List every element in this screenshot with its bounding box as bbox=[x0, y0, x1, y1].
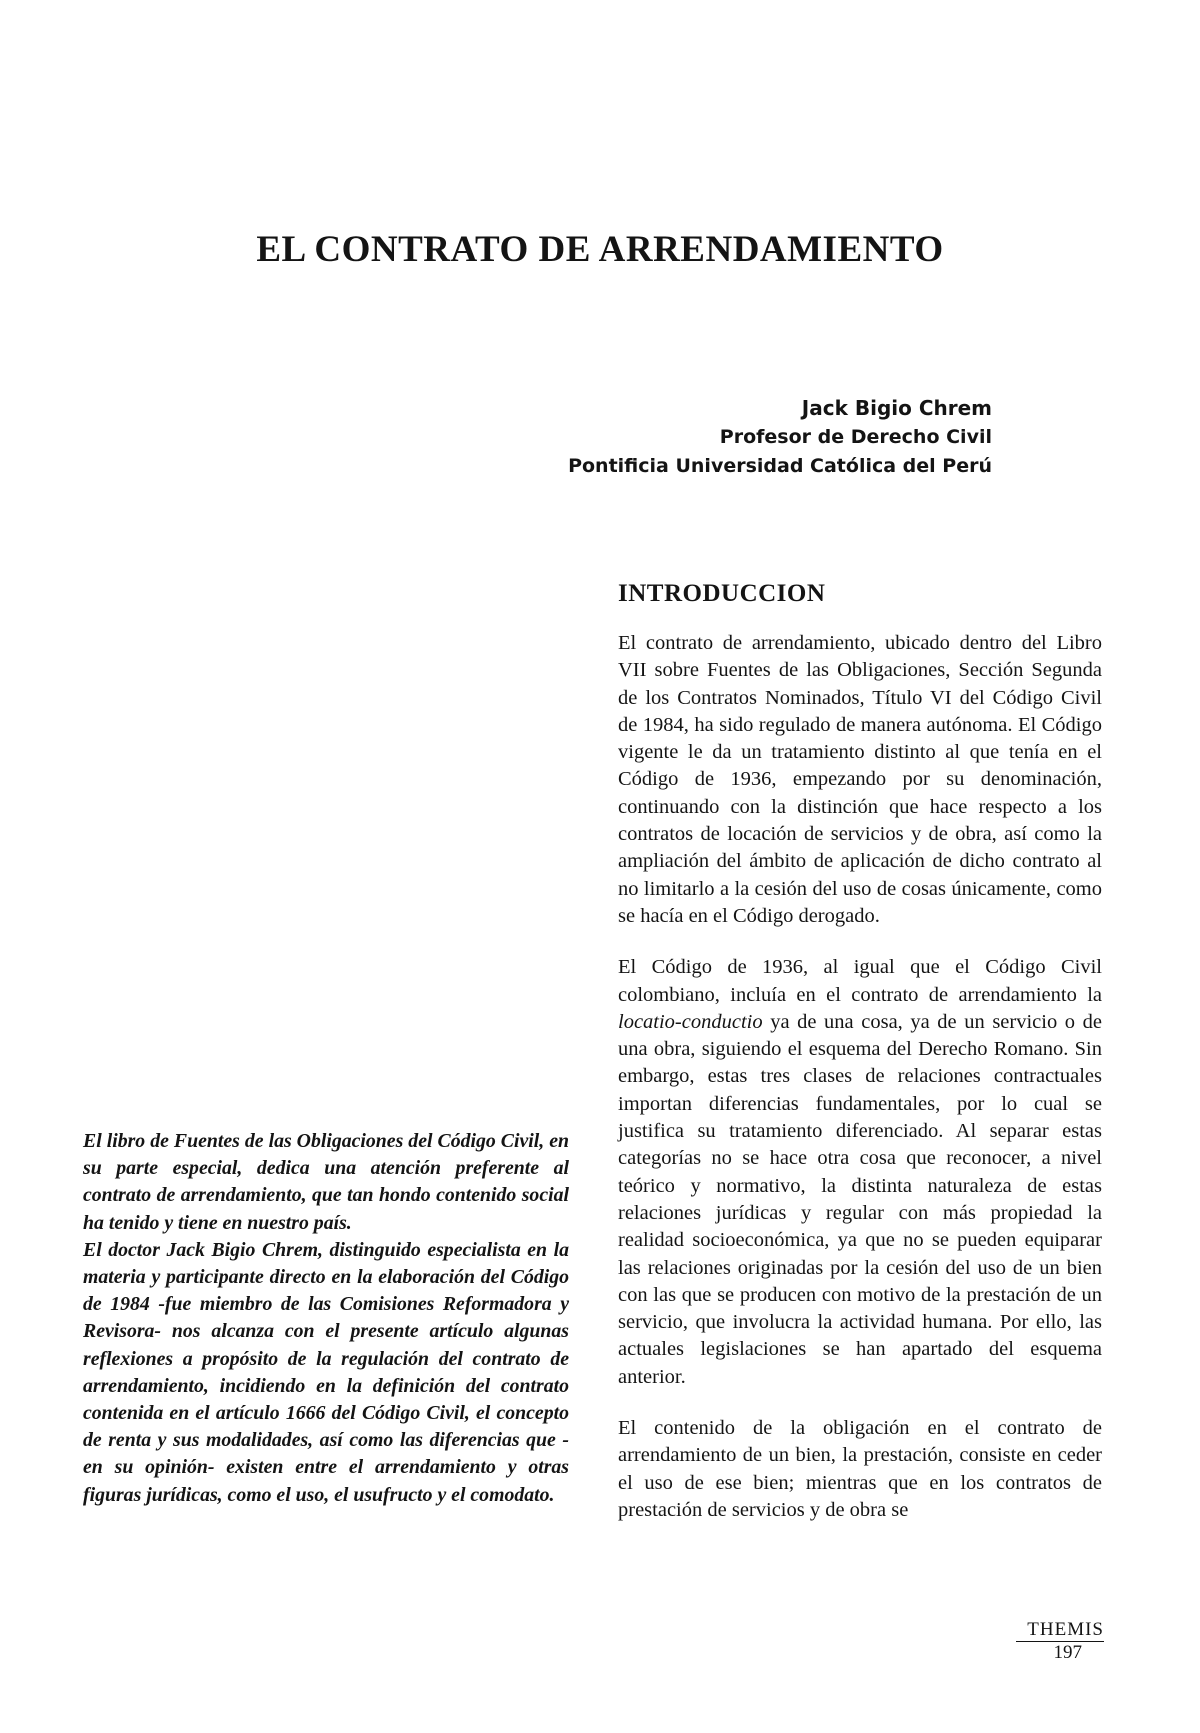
author-institution: Pontificia Universidad Católica del Perú bbox=[568, 455, 992, 477]
paragraph-text: El Código de 1936, al igual que el Código Civil colombiano, incluía en el contrato de arrendamiento la bbox=[618, 956, 1102, 1006]
body-column bbox=[618, 630, 1102, 1548]
page-number: 197 bbox=[1053, 1642, 1082, 1663]
abstract bbox=[83, 1128, 569, 1509]
author-role: Profesor de Derecho Civil bbox=[719, 426, 992, 448]
author-name: Jack Bigio Chrem bbox=[801, 396, 992, 420]
author-block bbox=[568, 394, 992, 481]
latin-term: locatio-conductio bbox=[618, 1010, 763, 1033]
journal-name: THEMIS bbox=[1027, 1619, 1104, 1640]
body-paragraph: El contenido de la obligación en el contrato de arrendamiento de un bien, la prestación, consiste en ceder el uso de ese bien; mientras que en los contratos de prestación de servicios y de obra se bbox=[618, 1417, 1102, 1521]
page-footer bbox=[1016, 1620, 1104, 1663]
abstract-paragraph: El doctor Jack Bigio Chrem, distinguido especialista en la materia y participante directo en la elaboración del Código de 1984 -fue miembro de las Comisiones Reformadora y Revisora- nos alcanza con el presente artículo algunas reflexiones a propósito de la regulación del contrato de arrendamiento, incidiendo en la definición del contrato contenida en el artículo 1666 del Código Civil, el concepto de renta y sus modalidades, así como las diferencias que -en su opinión- existen entre el arrendamiento y otras figuras jurídicas, como el uso, el usufructo y el comodato. bbox=[83, 1238, 569, 1506]
paragraph-text: ya de una cosa, ya de un servicio o de una obra, siguiendo el esquema del Derecho Romano. Sin embargo, estas tres clases de relaciones contractuales importan diferencias fundamentales, por lo cual se justifica su tratamiento diferenciado. Al separar estas categorías no se hace otra cosa que reconocer, a nivel teórico y normativo, la distinta naturaleza de estas relaciones jurídicas y regular con más propiedad la realidad socioeconómica, ya que no se pueden equiparar las relaciones originadas por la cesión del uso de un bien con las que se producen con motivo de la prestación de un servicio, que involucra la actividad humana. Por ello, las actuales legislaciones se han apartado del esquema anterior. bbox=[618, 1010, 1102, 1388]
article-title: EL CONTRATO DE ARRENDAMIENTO bbox=[256, 229, 944, 270]
body-paragraph: El contrato de arrendamiento, ubicado dentro del Libro VII sobre Fuentes de las Obligaciones, Sección Segunda de los Contratos Nominados, Título VI del Código Civil de 1984, ha sido regulado de manera autónoma. El Código vigente le da un tratamiento distinto al que tenía en el Código de 1936, empezando por su denominación, continuando con la distinción que hace respecto a los contratos de locación de servicios y de obra, así como la ampliación del ámbito de aplicación de dicho contrato al no limitarlo a la cesión del uso de cosas únicamente, como se hacía en el Código derogado. bbox=[618, 632, 1102, 927]
body-paragraph bbox=[618, 954, 1102, 1391]
abstract-paragraph: El libro de Fuentes de las Obligaciones del Código Civil, en su parte especial, dedica una atención preferente al contrato de arrendamiento, que tan hondo contenido social ha tenido y tiene en nuestro país. bbox=[83, 1130, 569, 1234]
section-heading: INTRODUCCION bbox=[618, 580, 826, 607]
